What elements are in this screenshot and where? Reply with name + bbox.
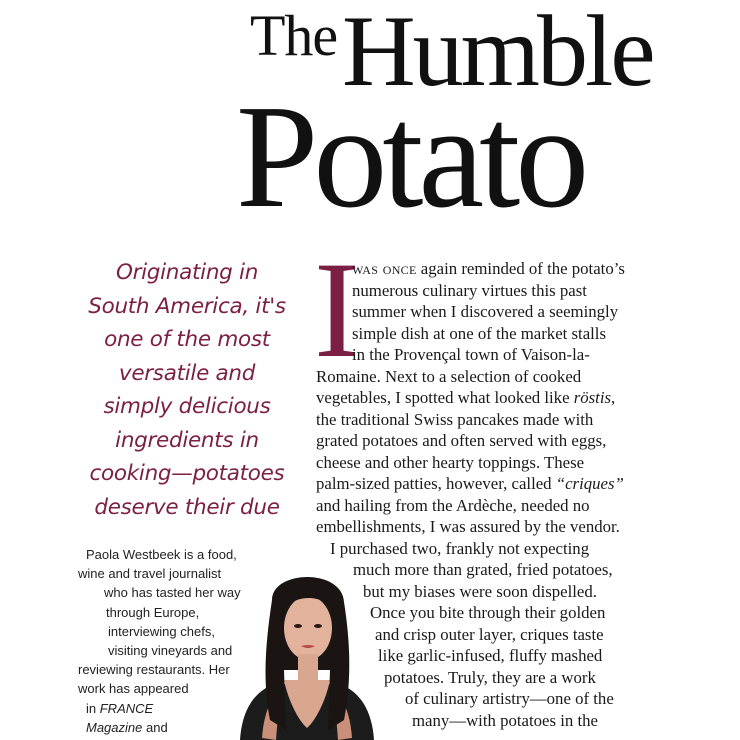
author-portrait bbox=[232, 560, 382, 740]
body-line: numerous culinary virtues this past bbox=[352, 280, 587, 300]
pull-quote-line: Originating in bbox=[115, 260, 259, 285]
body-text: again reminded of the potato’s bbox=[416, 259, 625, 278]
bio-line: reviewing restaurants. Her bbox=[78, 662, 230, 678]
body-line: of culinary artistry—one of the bbox=[405, 689, 614, 708]
body-line: and hailing from the Ardèche, needed no bbox=[316, 495, 590, 515]
headline-the: The bbox=[250, 3, 338, 68]
body-line bbox=[316, 473, 624, 495]
body-line bbox=[316, 387, 615, 409]
body-line: much more than grated, fried potatoes, bbox=[353, 560, 613, 579]
body-line: simple dish at one of the market stalls bbox=[352, 323, 606, 343]
body-text: vegetables, I spotted what looked like bbox=[316, 388, 574, 407]
body-line: cheese and other hearty toppings. These bbox=[316, 452, 585, 472]
body-line: Romaine. Next to a selection of cooked bbox=[316, 366, 582, 386]
drop-cap: I bbox=[314, 233, 360, 386]
body-line: but my biases were soon dispelled. bbox=[363, 581, 597, 601]
pull-quote-line: deserve their due bbox=[94, 494, 280, 520]
magazine-title: FRANCE bbox=[99, 700, 154, 716]
body-line: like garlic-infused, fluffy mashed bbox=[378, 646, 603, 665]
bio-text: and bbox=[142, 719, 168, 735]
body-line: many—with potatoes in the bbox=[412, 710, 598, 730]
pull-quote-line: ingredients in bbox=[115, 427, 259, 453]
emphasis: röstis bbox=[573, 388, 612, 407]
magazine-title: Magazine bbox=[86, 719, 143, 735]
bio-text: in bbox=[86, 700, 100, 716]
body-text: , bbox=[611, 388, 616, 407]
emphasis: “criques” bbox=[555, 474, 624, 493]
headline-potato: Potato bbox=[236, 75, 585, 239]
body-line: in the Provençal town of Vaison-la- bbox=[352, 345, 590, 364]
pull-quote-line: cooking—potatoes bbox=[89, 461, 285, 486]
bio-line: work has appeared bbox=[78, 681, 189, 697]
body-line bbox=[352, 258, 625, 280]
body-line: potatoes. Truly, they are a work bbox=[384, 667, 596, 687]
body-line: the traditional Swiss pancakes made with bbox=[316, 409, 594, 429]
body-line: and crisp outer layer, criques taste bbox=[375, 624, 604, 644]
bio-line: wine and travel journalist bbox=[78, 566, 222, 582]
bio-line: through Europe, bbox=[106, 604, 200, 620]
headline-humble: Humble bbox=[342, 0, 653, 108]
body-line: embellishments, I was assured by the vendor. bbox=[316, 517, 620, 536]
body-text: palm-sized patties, however, called bbox=[316, 474, 556, 493]
bio-line: Paola Westbeek is a food, bbox=[86, 547, 237, 562]
pull-quote-line: South America, it's bbox=[88, 293, 286, 319]
lead-in: was once bbox=[352, 259, 417, 278]
bio-line: interviewing chefs, bbox=[108, 623, 215, 639]
article-headline bbox=[0, 0, 740, 240]
bio-line: who has tasted her way bbox=[104, 585, 241, 601]
body-line: grated potatoes and often served with eggs, bbox=[316, 431, 607, 450]
body-line: Once you bite through their golden bbox=[370, 603, 606, 622]
pull-quote-line: one of the most bbox=[104, 327, 270, 352]
pull-quote bbox=[82, 256, 292, 524]
body-line: summer when I discovered a seemingly bbox=[352, 302, 619, 321]
bio-line: visiting vineyards and bbox=[108, 643, 233, 659]
pull-quote-line: simply delicious bbox=[103, 394, 271, 419]
pull-quote-line: versatile and bbox=[118, 360, 256, 386]
body-line: I purchased two, frankly not expecting bbox=[330, 538, 590, 558]
